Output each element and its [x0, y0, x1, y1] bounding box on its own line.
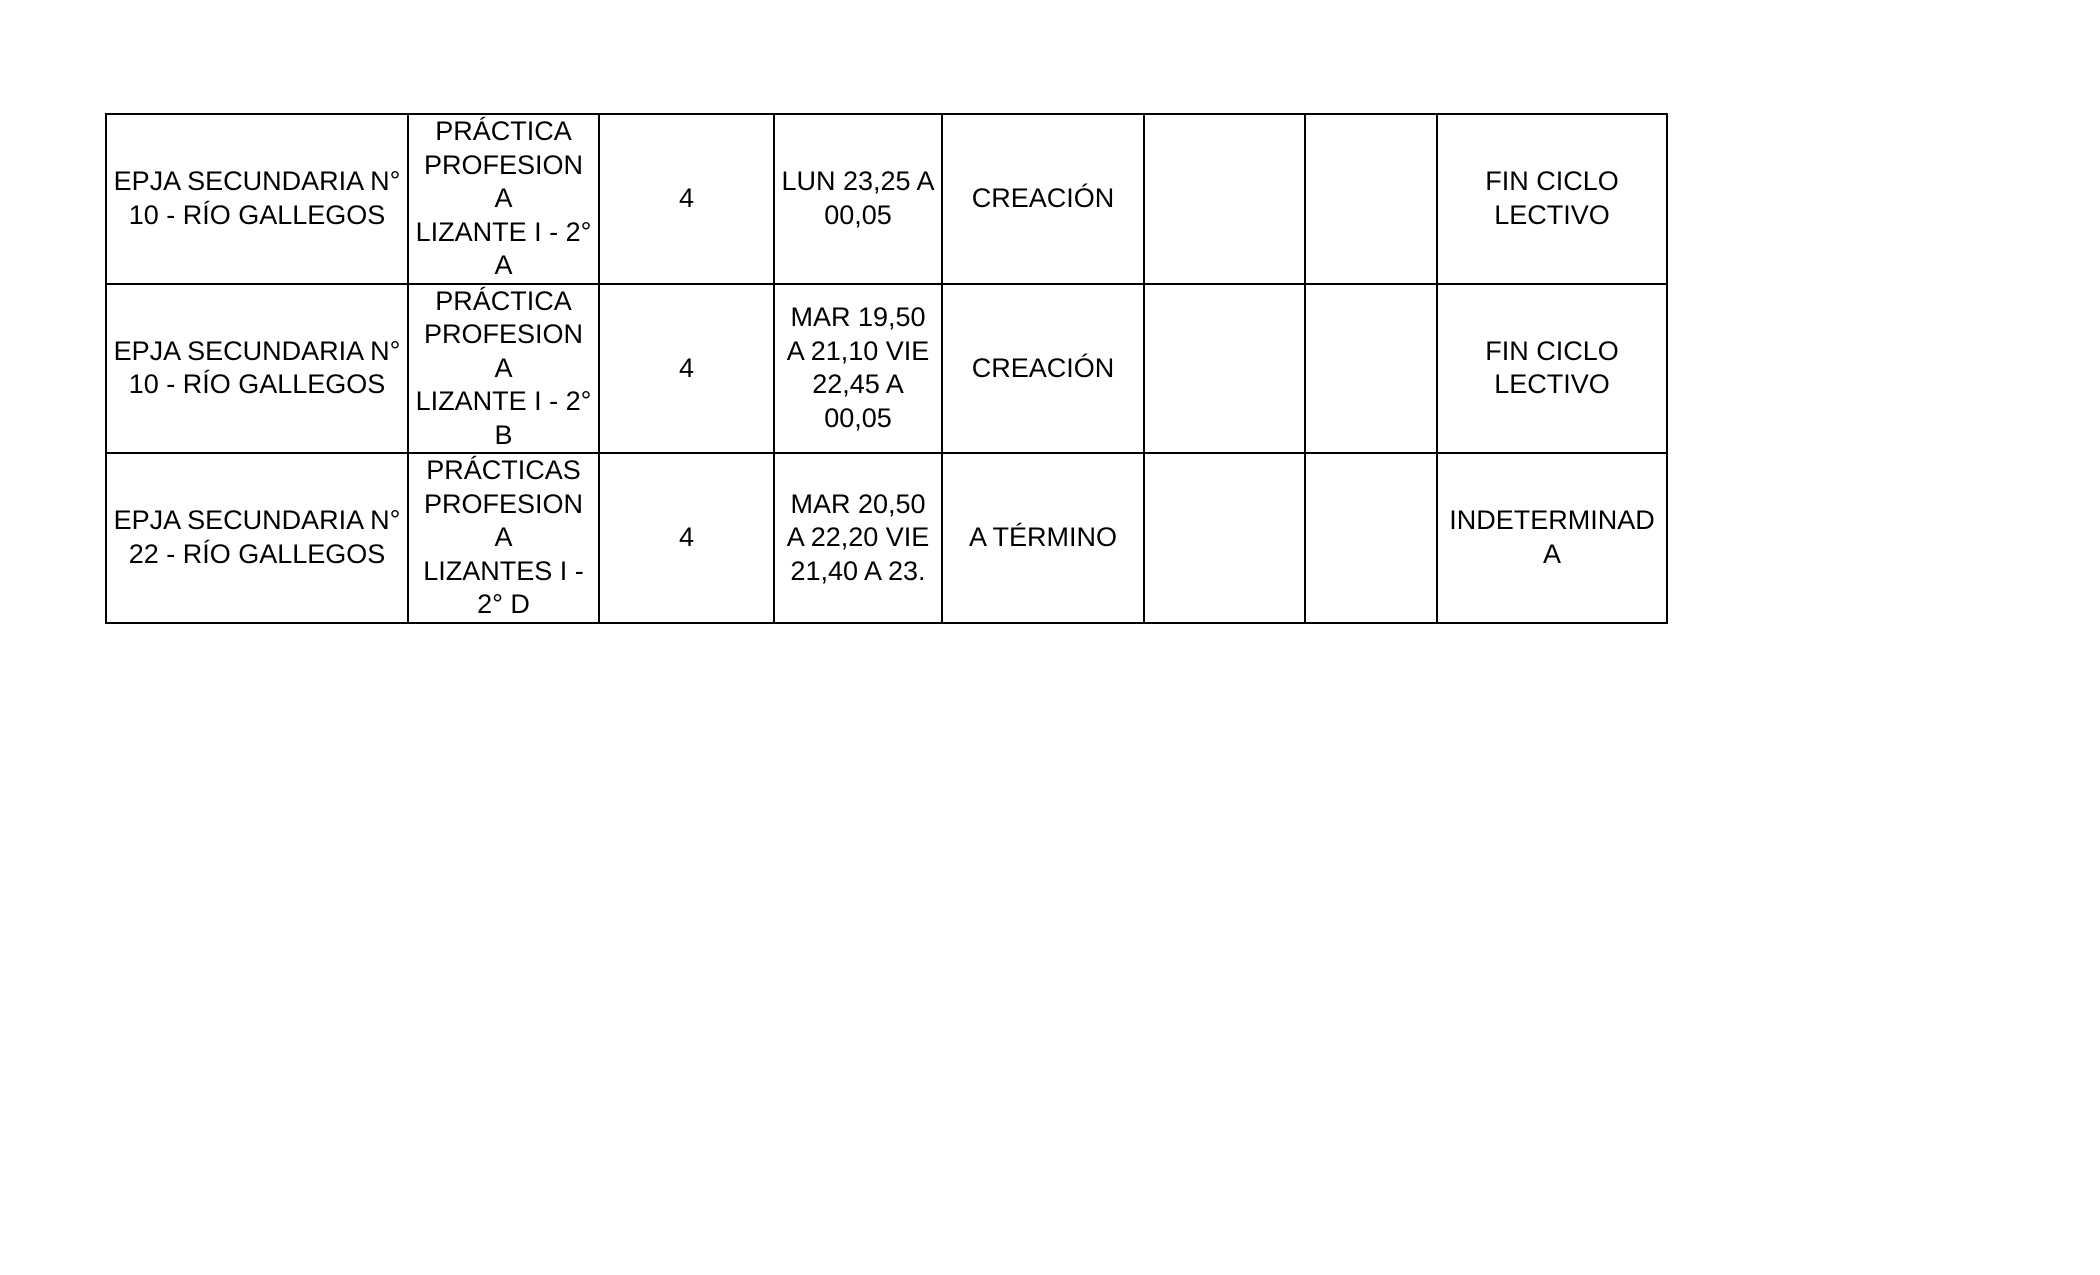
subject-text: PRÁCTICA PROFESIONA LIZANTE I - 2° A [415, 116, 592, 280]
schedule-text: LUN 23,25 A 00,05 [781, 166, 935, 230]
reason-cell [942, 284, 1144, 454]
status-text: INDETERMINAD A [1449, 505, 1655, 569]
reason-cell [942, 453, 1144, 623]
school-text: EPJA SECUNDARIA N° 10 - RÍO GALLEGOS [113, 166, 401, 230]
hours-text: 4 [678, 352, 695, 383]
school-cell [106, 453, 408, 623]
schedule-cell [774, 284, 942, 454]
schedule-text: MAR 19,50 A 21,10 VIE 22,45 A 00,05 [786, 302, 930, 433]
status-cell [1437, 284, 1667, 454]
subject-cell [408, 284, 599, 454]
subject-cell [408, 453, 599, 623]
reason-cell [942, 114, 1144, 284]
hours-text: 4 [678, 183, 695, 213]
table-row [106, 453, 1667, 623]
school-text: EPJA SECUNDARIA N° 10 - RÍO GALLEGOS [113, 335, 401, 400]
schedule-text: MAR 20,50 A 22,20 VIE 21,40 A 23. [786, 488, 930, 586]
status-text: FIN CICLO LECTIVO [1485, 335, 1619, 400]
status-cell [1437, 453, 1667, 623]
subject-text: PRÁCTICAS PROFESIONA LIZANTES I - 2° D [423, 455, 584, 619]
school-cell [106, 114, 408, 284]
status-cell [1437, 114, 1667, 284]
empty-cell [1305, 453, 1437, 623]
subject-cell [408, 114, 599, 284]
empty-cell [1144, 284, 1305, 454]
status-text: FIN CICLO LECTIVO [1485, 166, 1619, 230]
school-cell [106, 284, 408, 454]
empty-cell [1144, 453, 1305, 623]
schedule-cell [774, 114, 942, 284]
reason-text: A TÉRMINO [968, 522, 1118, 552]
subject-text: PRÁCTICA PROFESIONA LIZANTE I - 2° B [415, 285, 592, 450]
reason-text: CREACIÓN [971, 352, 1115, 383]
hours-cell [599, 284, 774, 454]
table-row [106, 284, 1667, 454]
table-row [106, 114, 1667, 284]
hours-cell [599, 114, 774, 284]
vacancies-table [105, 113, 1668, 624]
hours-cell [599, 453, 774, 623]
empty-cell [1305, 284, 1437, 454]
schedule-cell [774, 453, 942, 623]
empty-cell [1144, 114, 1305, 284]
school-text: EPJA SECUNDARIA N° 22 - RÍO GALLEGOS [113, 505, 401, 569]
empty-cell [1305, 114, 1437, 284]
hours-text: 4 [678, 522, 695, 552]
reason-text: CREACIÓN [971, 183, 1115, 213]
